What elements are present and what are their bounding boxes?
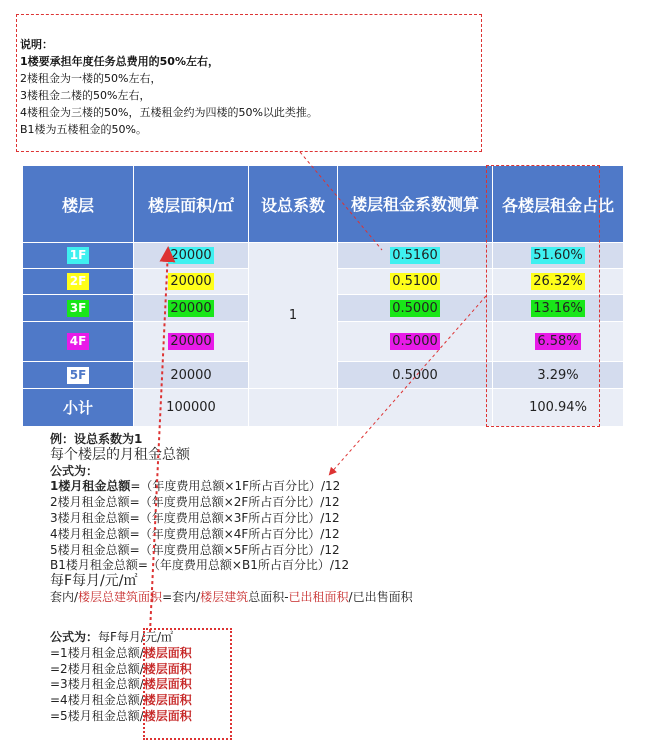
area-value-2f: 20000 xyxy=(170,274,212,289)
pct-value-1f: 51.60% xyxy=(533,248,583,263)
header-pct: 各楼层租金占比 xyxy=(493,166,624,243)
floor-tag-4f: 4F xyxy=(67,333,90,350)
coef-value-3f: 0.5000 xyxy=(392,300,438,316)
formula2-line-head: =2楼月租金总额/ xyxy=(50,661,144,676)
formula2-line-head: =3楼月租金总额/ xyxy=(50,677,144,692)
pct-value-4f: 6.58% xyxy=(537,334,579,349)
arrow-area-to-formula2 xyxy=(150,250,168,632)
formula-unit-line: 每F每月/元/㎡ xyxy=(50,573,138,590)
area-def-part: 总面积- xyxy=(248,589,289,604)
formula2-title: 公式为： xyxy=(50,630,99,644)
floor-tag-5f: 5F xyxy=(67,367,90,384)
formula-line-head: 2楼月租金总额 xyxy=(50,495,130,510)
formula-line-head: 5楼月租金总额 xyxy=(50,542,130,557)
formula2-line-tail: 楼层面积 xyxy=(143,645,192,660)
formula-line-body: =（年度费用总额×4F所占百分比）/12 xyxy=(129,526,340,541)
area-def-part: 已出租面积 xyxy=(288,589,349,604)
arrow-pct-to-formula xyxy=(330,296,486,474)
note-line-3: 3楼租金二楼的50%左右， xyxy=(20,89,151,102)
formula-line-body: =（年度费用总额×B1所占百分比）/12 xyxy=(137,558,350,573)
formula-line-body: =（年度费用总额×1F所占百分比）/12 xyxy=(130,479,341,494)
formula-line-head: 1楼月租金总额 xyxy=(50,479,131,494)
formula2-line-tail: 楼层面积 xyxy=(143,677,192,692)
floor-tag-3f: 3F xyxy=(67,300,90,317)
formula-example: 例：设总系数为1 xyxy=(50,432,143,446)
coef-value-2f: 0.5100 xyxy=(392,274,438,289)
formula2-title-suffix: 每F每月/元/㎡ xyxy=(98,630,174,644)
note-line-5: B1楼为五楼租金的50%。 xyxy=(20,123,147,136)
note-line-4: 4楼租金为三楼的50%，五楼租金约为四楼的50%以此类推。 xyxy=(20,106,318,119)
formula2-line-tail: 楼层面积 xyxy=(143,708,192,723)
subtotal-area: 100000 xyxy=(134,389,249,427)
formula-desc: 每个楼层的月租金总额 xyxy=(50,446,190,463)
formula-line-head: B1楼月租金总额 xyxy=(50,558,138,573)
formula-line-head: 3楼月租金总额 xyxy=(50,510,130,525)
note-title: 说明： xyxy=(20,38,53,51)
area-def-part: 套内/ xyxy=(50,589,79,604)
header-floor: 楼层 xyxy=(23,166,134,243)
area-def-part: =套内/ xyxy=(162,589,201,604)
header-area: 楼层面积/㎡ xyxy=(134,166,249,243)
formula2-line-head: =5楼月租金总额/ xyxy=(50,708,144,723)
floor-tag-2f: 2F xyxy=(67,273,90,290)
header-total-coef: 设总系数 xyxy=(249,166,338,243)
formula-line-body: =（年度费用总额×3F所占百分比）/12 xyxy=(129,510,340,525)
pct-value-3f: 13.16% xyxy=(533,300,583,316)
area-cell: 20000 xyxy=(134,362,249,389)
area-value-4f: 20000 xyxy=(170,334,212,349)
coef-value-4f: 0.5000 xyxy=(392,334,438,349)
formula-line-body: =（年度费用总额×5F所占百分比）/12 xyxy=(129,542,340,557)
formula-title: 公式为： xyxy=(50,463,99,478)
arrow-note-to-coef xyxy=(300,152,382,250)
formula2-line-tail: 楼层面积 xyxy=(143,661,192,676)
floor-tag-1f: 1F xyxy=(67,247,90,264)
formula2-line-head: =1楼月租金总额/ xyxy=(50,645,144,660)
area-value-1f: 20000 xyxy=(170,248,212,263)
area-def-part: 楼层建筑 xyxy=(200,589,249,604)
total-coef-cell: 1 xyxy=(249,243,338,389)
pct-value-2f: 26.32% xyxy=(533,274,583,289)
note-line-1: 1楼要承担年度任务总费用的50%左右， xyxy=(20,55,219,68)
note-line-2: 2楼租金为一楼的50%左右， xyxy=(20,72,162,85)
formula-line-head: 4楼月租金总额 xyxy=(50,526,130,541)
area-def-part: /已出售面积 xyxy=(348,589,413,604)
coef-cell: 0.5000 xyxy=(338,362,493,389)
pct-cell: 3.29% xyxy=(493,362,624,389)
formula2-line-tail: 楼层面积 xyxy=(143,693,192,708)
coef-value-1f: 0.5160 xyxy=(392,248,438,263)
formula-line-body: =（年度费用总额×2F所占百分比）/12 xyxy=(129,495,340,510)
area-value-3f: 20000 xyxy=(170,300,212,316)
subtotal-label: 小计 xyxy=(23,389,134,427)
header-coef-calc: 楼层租金系数测算 xyxy=(338,166,493,243)
subtotal-pct: 100.94% xyxy=(493,389,624,427)
formula2-line-head: =4楼月租金总额/ xyxy=(50,693,144,708)
area-def-part: 楼层总建筑面积 xyxy=(78,589,163,604)
